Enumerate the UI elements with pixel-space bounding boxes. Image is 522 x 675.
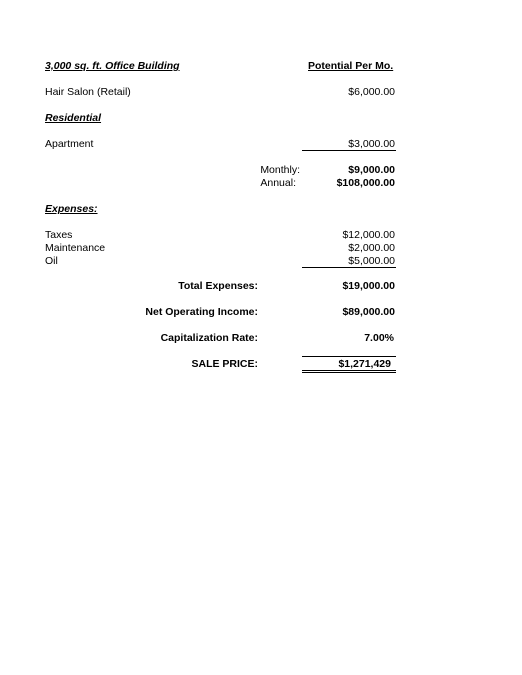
capitalization-rate-label: Capitalization Rate: [160, 332, 258, 344]
residential-heading: Residential [45, 112, 102, 124]
sale-price-double-rule-2 [302, 372, 396, 373]
total-expenses-value: $19,000.00 [342, 280, 395, 292]
expense-label-oil: Oil [45, 255, 58, 267]
expense-label-taxes: Taxes [45, 229, 73, 241]
property-title: 3,000 sq. ft. Office Building [45, 60, 180, 72]
hair-salon-value: $6,000.00 [348, 86, 395, 98]
net-operating-income-value: $89,000.00 [342, 306, 395, 318]
expenses-heading: Expenses: [45, 203, 98, 215]
apartment-label: Apartment [45, 138, 94, 150]
sale-price-label: SALE PRICE: [191, 358, 258, 370]
monthly-label: Monthly: [260, 164, 300, 176]
column-heading: Potential Per Mo. [308, 60, 394, 72]
sale-price-value: $1,271,429 [338, 358, 391, 370]
hair-salon-label: Hair Salon (Retail) [45, 86, 131, 98]
apartment-underline [302, 150, 396, 151]
monthly-value: $9,000.00 [348, 164, 395, 176]
expense-value-maintenance: $2,000.00 [348, 242, 395, 254]
total-expenses-label: Total Expenses: [178, 280, 258, 292]
sale-price-double-rule-1 [302, 370, 396, 371]
expenses-underline [302, 267, 396, 268]
annual-value: $108,000.00 [336, 177, 395, 189]
capitalization-rate-value: 7.00% [364, 332, 394, 344]
expense-value-oil: $5,000.00 [348, 255, 395, 267]
expense-label-maintenance: Maintenance [45, 242, 106, 254]
annual-label: Annual: [260, 177, 296, 189]
net-operating-income-label: Net Operating Income: [145, 306, 258, 318]
apartment-value: $3,000.00 [348, 138, 395, 150]
expense-value-taxes: $12,000.00 [342, 229, 395, 241]
sale-price-top-rule [302, 356, 396, 357]
